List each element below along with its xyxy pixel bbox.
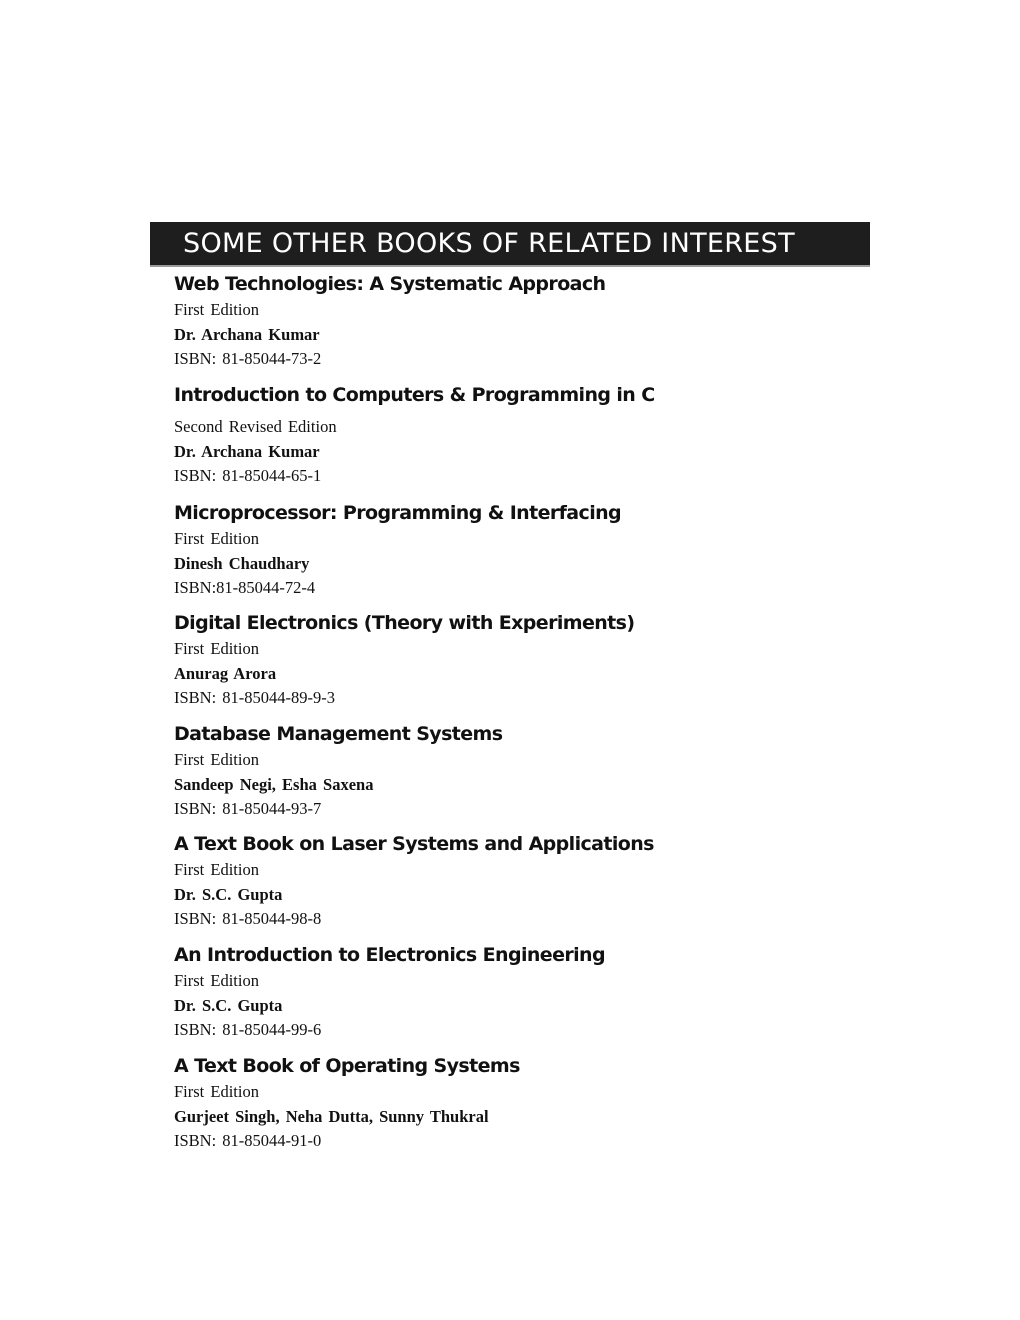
book-edition: First Edition (174, 1082, 259, 1101)
book-edition: First Edition (174, 529, 259, 548)
book-title: Web Technologies: A Systematic Approach (174, 273, 606, 295)
section-title: SOME OTHER BOOKS OF RELATED INTEREST (183, 228, 795, 259)
book-author: Dinesh Chaudhary (174, 553, 310, 573)
book-isbn: ISBN: 81-85044-98-8 (174, 909, 322, 928)
book-title: Digital Electronics (Theory with Experiments) (174, 612, 635, 634)
book-isbn: ISBN: 81-85044-65-1 (174, 466, 322, 485)
book-entry (174, 830, 654, 932)
book-isbn: ISBN:81-85044-72-4 (174, 578, 316, 597)
book-title: A Text Book of Operating Systems (174, 1055, 520, 1077)
book-author: Anurag Arora (174, 663, 277, 683)
book-entry (174, 720, 502, 822)
book-edition: First Edition (174, 750, 259, 769)
book-edition: First Edition (174, 971, 259, 990)
book-edition: First Edition (174, 860, 259, 879)
book-entry (174, 941, 605, 1043)
book-author: Dr. S.C. Gupta (174, 884, 283, 904)
book-title: Introduction to Computers & Programming in C (174, 384, 655, 406)
book-isbn: ISBN: 81-85044-91-0 (174, 1131, 322, 1150)
book-author: Sandeep Negi, Esha Saxena (174, 774, 374, 794)
book-title: An Introduction to Electronics Engineering (174, 944, 605, 966)
book-isbn: ISBN: 81-85044-93-7 (174, 799, 322, 818)
book-entry (174, 270, 605, 372)
book-author: Gurjeet Singh, Neha Dutta, Sunny Thukral (174, 1106, 489, 1126)
book-entry (174, 381, 655, 489)
book-edition: First Edition (174, 639, 259, 658)
section-banner (150, 222, 870, 267)
book-entry (174, 1052, 520, 1154)
book-title: Database Management Systems (174, 723, 503, 745)
book-entry (174, 609, 634, 711)
book-author: Dr. S.C. Gupta (174, 995, 283, 1015)
book-title: A Text Book on Laser Systems and Applications (174, 833, 654, 855)
book-edition: First Edition (174, 300, 259, 319)
book-entry (174, 499, 621, 601)
book-isbn: ISBN: 81-85044-73-2 (174, 349, 322, 368)
book-isbn: ISBN: 81-85044-99-6 (174, 1020, 322, 1039)
book-author: Dr. Archana Kumar (174, 441, 320, 461)
book-isbn: ISBN: 81-85044-89-9-3 (174, 688, 336, 707)
book-title: Microprocessor: Programming & Interfacing (174, 502, 622, 524)
book-author: Dr. Archana Kumar (174, 324, 320, 344)
book-edition: Second Revised Edition (174, 417, 337, 436)
